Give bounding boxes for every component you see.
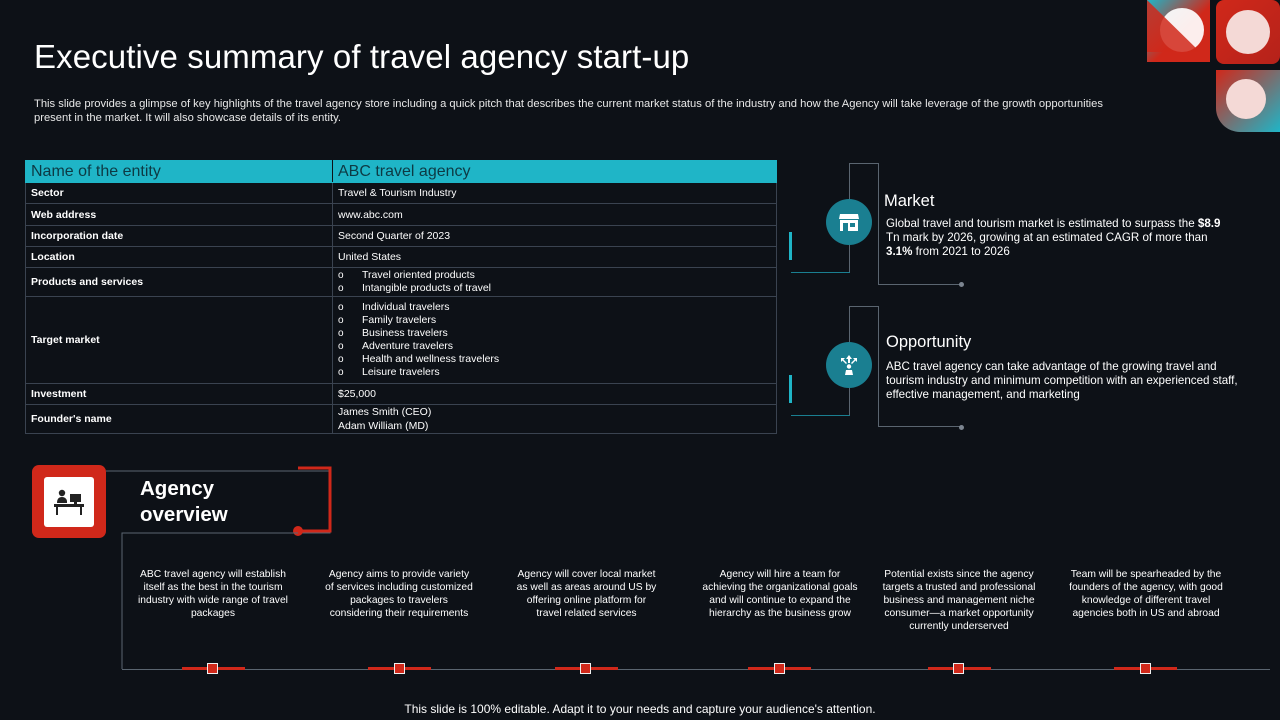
row-value-location: United States [333,247,777,268]
list-item: o Travel oriented products [338,269,771,282]
market-cagr: 3.1% [886,245,913,258]
table-header-row [26,161,777,183]
table-row [26,204,777,226]
table-row [26,405,777,434]
founder-name: James Smith (CEO) [338,406,432,418]
agency-point-2: Agency aims to provide variety of services including customized packages to travelers considering their requirements [325,569,473,619]
row-value-target [333,297,777,384]
agency-point-1: ABC travel agency will establish itself as the best in the tourism industry with wide range of travel packages [138,569,288,619]
agency-point-6: Team will be spearheaded by the founders of the agency, with good knowledge of different travel agencies both in US and abroad [1069,569,1223,619]
timeline-marker [394,663,405,674]
row-label-investment: Investment [26,384,333,405]
opportunity-icon-circle [826,342,872,388]
opportunity-accent-bar [789,375,792,403]
market-value: $8.9 [1197,217,1221,230]
agency-point-5: Potential exists since the agency targets a trusted and professional business and management niche consumer—a market opportunity currently underserved [882,569,1036,632]
table-row [26,384,777,405]
list-item: o Family travelers [338,314,771,327]
founder-name: Adam William (MD) [338,420,429,432]
row-value-founders [333,405,777,434]
row-label-founders: Founder's name [26,405,333,434]
storefront-icon [838,212,860,232]
market-text-part: from 2021 to 2026 [912,245,1010,258]
row-label-sector: Sector [26,183,333,204]
page-title: Executive summary of travel agency start-up [34,38,690,75]
list-item: o Individual travelers [338,301,771,314]
market-connector [878,163,879,285]
market-accent-bar [789,232,792,260]
row-label-incorporation: Incorporation date [26,226,333,247]
row-value-investment: $25,000 [333,384,777,405]
timeline-marker [580,663,591,674]
table-row [26,247,777,268]
row-label-web: Web address [26,204,333,226]
footer-note: This slide is 100% editable. Adapt it to your needs and capture your audience's attention. [404,702,876,716]
row-value-products [333,268,777,297]
timeline-marker [207,663,218,674]
row-label-location: Location [26,247,333,268]
table-row [26,183,777,204]
page-description: This slide provides a glimpse of key highlights of the travel agency store including a quick pitch that describes the current market status of the industry and how the Agency will take leverage of the growth opportunities present in the market. It will also showcase details of its entity. [34,98,1103,124]
opportunity-connector [878,426,962,427]
market-connector [791,272,850,273]
row-label-products: Products and services [26,268,333,297]
market-text [886,217,1231,259]
agency-point-3: Agency will cover local market as well as areas around US by offering online platform for travel related services [516,569,657,619]
market-heading: Market [884,192,935,210]
agency-overview-title [140,476,228,528]
market-text-part: Global travel and tourism market is estimated to surpass the [886,217,1198,230]
opportunity-connector [849,306,879,307]
table-header-value: ABC travel agency [333,161,777,183]
list-item: o Leisure travelers [338,366,771,379]
opportunity-connector [791,415,850,416]
row-value-incorporation: Second Quarter of 2023 [333,226,777,247]
list-item: o Health and wellness travelers [338,353,771,366]
table-row [26,226,777,247]
table-row [26,297,777,384]
list-item: o Business travelers [338,327,771,340]
agency-title-line: overview [140,503,228,526]
opportunity-dot [959,425,964,430]
agency-point-4: Agency will hire a team for achieving the organizational goals and will continue to expand the hierarchy as the business grow [702,569,858,619]
list-item: o Intangible products of travel [338,282,771,295]
timeline-marker [1140,663,1151,674]
agency-icon-inner [44,477,94,527]
entity-table [25,160,777,434]
market-icon-circle [826,199,872,245]
market-connector [849,163,879,164]
table-header-key: Name of the entity [26,161,333,183]
opportunity-text: ABC travel agency can take advantage of the growing travel and tourism industry and minimum competition with an experienced staff, effective management, and marketing [886,360,1238,401]
table-row [26,268,777,297]
agency-title-line: Agency [140,477,215,500]
opportunity-connector [878,306,879,427]
timeline-baseline [122,669,1270,670]
growth-arrows-icon [838,353,860,377]
timeline-marker [774,663,785,674]
market-connector [878,284,962,285]
list-item: o Adventure travelers [338,340,771,353]
market-dot [959,282,964,287]
timeline-marker [953,663,964,674]
row-value-web: www.abc.com [333,204,777,226]
market-text-part: Tn mark by 2026, growing at an estimated CAGR of more than [886,231,1208,244]
corner-decoration [1140,0,1280,135]
office-desk-icon [52,488,86,516]
row-value-sector: Travel & Tourism Industry [333,183,777,204]
row-label-target: Target market [26,297,333,384]
opportunity-heading: Opportunity [886,333,972,351]
agency-icon-box [32,465,106,538]
